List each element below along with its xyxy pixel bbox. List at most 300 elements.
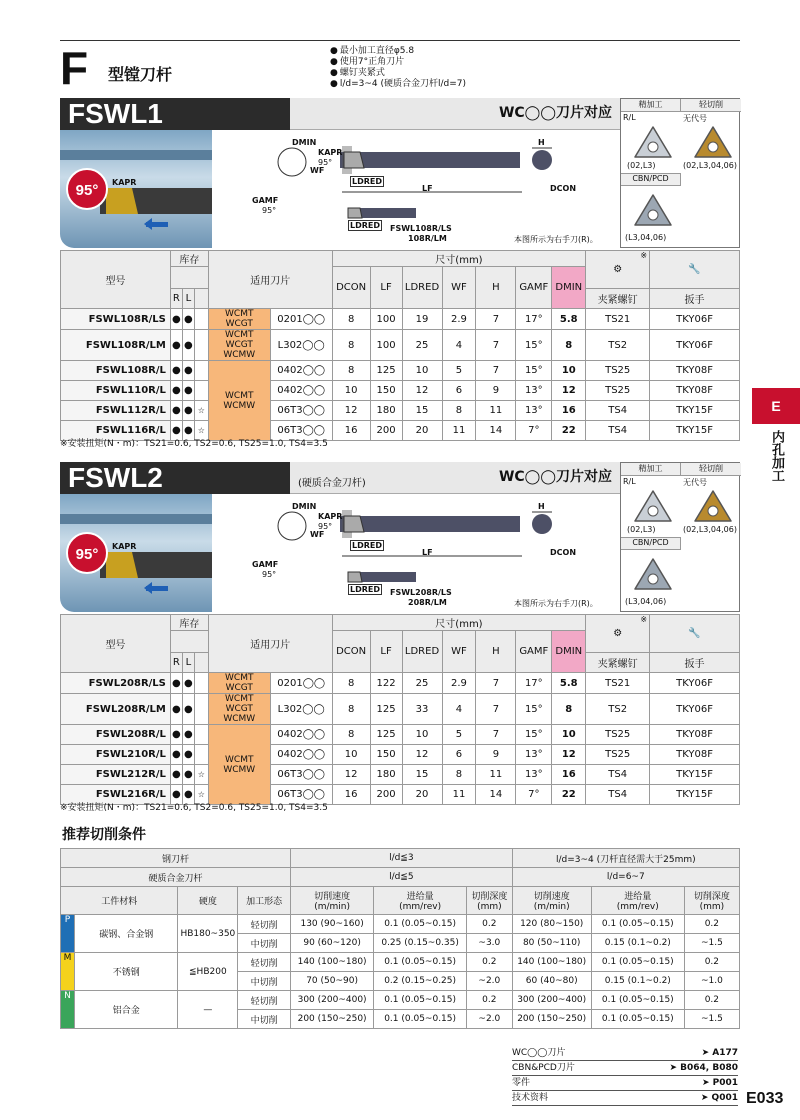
insert-code-3: (L3,04,06) bbox=[625, 597, 667, 606]
badge-kapr-label: KAPR bbox=[112, 178, 137, 187]
ldred-label-small: LDRED bbox=[350, 221, 381, 230]
h-cell: 14 bbox=[476, 785, 516, 805]
steel-holder-header: 钢刀杆 bbox=[61, 849, 291, 868]
tool-diagram bbox=[232, 502, 612, 614]
light-cut-label: 轻切削 bbox=[681, 99, 741, 112]
insert-name: WCMT WCGT bbox=[208, 673, 270, 694]
insert-icon-light bbox=[693, 489, 733, 528]
insert-name-merged: WCMT WCMW bbox=[208, 725, 270, 805]
gamf-cell: 13° bbox=[516, 765, 552, 785]
wrench-cell: TKY15F bbox=[650, 421, 740, 441]
screw-cell: TS25 bbox=[586, 745, 650, 765]
feed-cell: 0.1 (0.05~0.15) bbox=[374, 915, 467, 934]
insert-code: 06T3◯◯ bbox=[270, 785, 332, 805]
wf-label: WF bbox=[310, 166, 325, 175]
depth-cell: ~2.0 bbox=[467, 1010, 513, 1029]
stock-r: ● bbox=[170, 745, 182, 765]
feed-cell-2: 0.15 (0.1~0.2) bbox=[591, 934, 684, 953]
kapr-label: KAPR bbox=[318, 512, 343, 521]
col-dmin: DMIN bbox=[552, 267, 586, 309]
lf-cell: 150 bbox=[370, 745, 402, 765]
stock-l: ● bbox=[182, 401, 194, 421]
feed-header: 进给量 (mm/rev) bbox=[374, 887, 467, 915]
col-size: 尺寸(mm) bbox=[332, 251, 586, 267]
ldred-label-small: LDRED bbox=[350, 585, 381, 594]
wf-cell: 4 bbox=[442, 694, 476, 725]
stock-l: ● bbox=[182, 725, 194, 745]
col-screw-icon: ⚙ ※ bbox=[586, 251, 650, 289]
col-wf: WF bbox=[442, 631, 476, 673]
h-cell: 11 bbox=[476, 401, 516, 421]
gamf-cell: 13° bbox=[516, 381, 552, 401]
wrench-cell: TKY06F bbox=[650, 330, 740, 361]
depth-header-2: 切削深度 (mm) bbox=[684, 887, 739, 915]
gamf-cell: 15° bbox=[516, 694, 552, 725]
ld5-header: l/d≦5 bbox=[291, 868, 513, 887]
dmin-cell: 16 bbox=[552, 765, 586, 785]
col-insert: 适用刀片 bbox=[208, 251, 332, 309]
insert-code: 0402◯◯ bbox=[270, 725, 332, 745]
model-cell: FSWL110R/L bbox=[61, 381, 171, 401]
stock-l: ● bbox=[182, 330, 194, 361]
dcon-cell: 8 bbox=[332, 725, 370, 745]
screw-cell: TS4 bbox=[586, 401, 650, 421]
insert-panel bbox=[620, 462, 740, 612]
insert-code: L302◯◯ bbox=[270, 694, 332, 725]
ldred-cell: 19 bbox=[402, 309, 442, 330]
speed-header-2: 切削速度 (m/min) bbox=[512, 887, 591, 915]
stock-l: ● bbox=[182, 309, 194, 330]
speed-cell-2: 300 (200~400) bbox=[512, 991, 591, 1010]
col-stock: 库存 bbox=[170, 251, 208, 267]
dmin-cell: 5.8 bbox=[552, 673, 586, 694]
col-ldred: LDRED bbox=[402, 267, 442, 309]
table-row[interactable] bbox=[61, 725, 740, 745]
insert-code-2: (02,L3,04,06) bbox=[683, 161, 737, 170]
dcon-label: DCON bbox=[550, 548, 577, 557]
col-r: R bbox=[170, 653, 182, 673]
ldred-cell: 15 bbox=[402, 401, 442, 421]
insert-code-1: (02,L3) bbox=[627, 161, 656, 170]
section-name: FSWL2 bbox=[60, 462, 290, 494]
spec-table bbox=[60, 614, 740, 805]
reference-list bbox=[512, 1046, 738, 1106]
rl-label: R/L bbox=[623, 477, 636, 486]
dmin-cell: 10 bbox=[552, 725, 586, 745]
wf-label: WF bbox=[310, 530, 325, 539]
wf-cell: 5 bbox=[442, 725, 476, 745]
insert-code: 06T3◯◯ bbox=[270, 765, 332, 785]
feed-cell: 0.25 (0.15~0.35) bbox=[374, 934, 467, 953]
rl-label: R/L bbox=[623, 113, 636, 122]
small-model-label: FSWL108R/LS bbox=[390, 224, 452, 233]
material-name: 碳钢、合金钢 bbox=[74, 915, 177, 953]
screw-cell: TS2 bbox=[586, 694, 650, 725]
top-rule bbox=[60, 40, 740, 41]
screw-cell: TS21 bbox=[586, 309, 650, 330]
condition-row[interactable] bbox=[61, 915, 740, 934]
star-mark bbox=[194, 745, 208, 765]
depth-cell: 0.2 bbox=[467, 991, 513, 1010]
condition-row[interactable] bbox=[61, 953, 740, 972]
screw-cell: TS21 bbox=[586, 673, 650, 694]
mode-cell: 轻切削 bbox=[238, 915, 291, 934]
wrench-cell: TKY08F bbox=[650, 725, 740, 745]
star-mark bbox=[194, 330, 208, 361]
h-cell: 7 bbox=[476, 309, 516, 330]
stock-l: ● bbox=[182, 765, 194, 785]
dmin-cell: 5.8 bbox=[552, 309, 586, 330]
newcode-label: 无代号 bbox=[683, 114, 707, 123]
section-subtitle: (硬质合金刀杆) bbox=[298, 478, 366, 489]
ld67-header: l/d=6~7 bbox=[512, 868, 739, 887]
chapter-tab[interactable]: E bbox=[752, 388, 800, 424]
col-wrench: 扳手 bbox=[650, 289, 740, 309]
model-cell: FSWL112R/L bbox=[61, 401, 171, 421]
feed-cell: 0.1 (0.05~0.15) bbox=[374, 953, 467, 972]
reference-link[interactable]: 技术资料 ➤ Q001 bbox=[512, 1091, 738, 1106]
bullet: ● 使用7°正角刀片 bbox=[330, 57, 466, 68]
col-wrench-icon bbox=[650, 615, 740, 653]
stock-l: ● bbox=[182, 673, 194, 694]
insert-code: 0402◯◯ bbox=[270, 381, 332, 401]
depth-cell-2: ~1.0 bbox=[684, 972, 739, 991]
screw-icon: ⚙ bbox=[613, 628, 623, 639]
col-r: R bbox=[170, 289, 182, 309]
table-row[interactable] bbox=[61, 765, 740, 785]
model-cell: FSWL216R/L bbox=[61, 785, 171, 805]
stock-l: ● bbox=[182, 694, 194, 725]
feed-cell-2: 0.1 (0.05~0.15) bbox=[591, 1010, 684, 1029]
wf-cell: 4 bbox=[442, 330, 476, 361]
ldred-cell: 12 bbox=[402, 745, 442, 765]
dcon-cell: 10 bbox=[332, 381, 370, 401]
speed-cell: 130 (90~160) bbox=[291, 915, 374, 934]
insert-code-1: (02,L3) bbox=[627, 525, 656, 534]
screw-cell: TS25 bbox=[586, 725, 650, 745]
table-row[interactable] bbox=[61, 330, 740, 361]
h-cell: 7 bbox=[476, 673, 516, 694]
col-h: H bbox=[476, 267, 516, 309]
lf-cell: 122 bbox=[370, 673, 402, 694]
wc-insert-title: WC◯◯刀片对应 bbox=[498, 469, 612, 485]
wf-cell: 8 bbox=[442, 765, 476, 785]
gamf-value: 95° bbox=[262, 206, 277, 215]
h-cell: 9 bbox=[476, 381, 516, 401]
gamf-cell: 13° bbox=[516, 401, 552, 421]
material-name: 铝合金 bbox=[74, 991, 177, 1029]
cbn-label: CBN/PCD bbox=[621, 537, 681, 550]
lf-cell: 125 bbox=[370, 725, 402, 745]
dcon-cell: 8 bbox=[332, 330, 370, 361]
feature-bullets bbox=[330, 46, 466, 90]
gamf-label: GAMF bbox=[252, 196, 279, 205]
star-mark: ☆ bbox=[194, 765, 208, 785]
kapr-value: 95° bbox=[318, 522, 333, 531]
wrench-icon: 🔧 bbox=[688, 628, 701, 639]
series-letter: F bbox=[60, 42, 87, 94]
cbn-label: CBN/PCD bbox=[621, 173, 681, 186]
section-band bbox=[60, 462, 620, 494]
model-cell: FSWL108R/L bbox=[61, 361, 171, 381]
wrench-cell: TKY15F bbox=[650, 401, 740, 421]
wrench-cell: TKY15F bbox=[650, 765, 740, 785]
depth-cell-2: 0.2 bbox=[684, 915, 739, 934]
gamf-cell: 7° bbox=[516, 785, 552, 805]
material-name: 不锈钢 bbox=[74, 953, 177, 991]
col-wrench-icon bbox=[650, 251, 740, 289]
lf-cell: 200 bbox=[370, 785, 402, 805]
col-ldred: LDRED bbox=[402, 631, 442, 673]
ld3-header: l/d≦3 bbox=[291, 849, 513, 868]
star-mark: ☆ bbox=[194, 401, 208, 421]
table-row[interactable] bbox=[61, 673, 740, 694]
star-mark bbox=[194, 694, 208, 725]
dmin-label: DMIN bbox=[292, 138, 317, 147]
dmin-cell: 8 bbox=[552, 330, 586, 361]
dcon-cell: 8 bbox=[332, 673, 370, 694]
stock-r: ● bbox=[170, 765, 182, 785]
stock-l: ● bbox=[182, 381, 194, 401]
h-cell: 7 bbox=[476, 330, 516, 361]
table-row[interactable] bbox=[61, 381, 740, 401]
depth-cell-2: 0.2 bbox=[684, 991, 739, 1010]
dmin-cell: 10 bbox=[552, 361, 586, 381]
section-name: FSWL1 bbox=[60, 98, 290, 130]
wf-cell: 2.9 bbox=[442, 309, 476, 330]
lf-cell: 100 bbox=[370, 330, 402, 361]
speed-cell: 90 (60~120) bbox=[291, 934, 374, 953]
model-cell: FSWL212R/L bbox=[61, 765, 171, 785]
feed-cell: 0.1 (0.05~0.15) bbox=[374, 991, 467, 1010]
insert-name: WCMT WCGT bbox=[208, 309, 270, 330]
insert-code: L302◯◯ bbox=[270, 330, 332, 361]
screw-cell: TS2 bbox=[586, 330, 650, 361]
torque-note: ※安装扭矩(N・m)：TS21=0.6, TS2=0.6, TS25=1.0, TS4=3.5 bbox=[60, 439, 328, 449]
bullet: ● 螺钉夹紧式 bbox=[330, 68, 466, 79]
dcon-cell: 16 bbox=[332, 785, 370, 805]
table-row[interactable] bbox=[61, 401, 740, 421]
reference-link[interactable]: WC◯◯刀片 ➤ A177 bbox=[512, 1046, 738, 1061]
col-lf: LF bbox=[370, 631, 402, 673]
newcode-label: 无代号 bbox=[683, 478, 707, 487]
table-row[interactable] bbox=[61, 309, 740, 330]
reference-link[interactable]: 零件 ➤ P001 bbox=[512, 1076, 738, 1091]
small-model-label-2: 108R/LM bbox=[408, 234, 447, 243]
model-cell: FSWL116R/L bbox=[61, 421, 171, 441]
depth-cell: 0.2 bbox=[467, 915, 513, 934]
insert-name: WCMT WCGT WCMW bbox=[208, 694, 270, 725]
insert-code-3: (L3,04,06) bbox=[625, 233, 667, 242]
star-mark bbox=[194, 381, 208, 401]
ldred-cell: 20 bbox=[402, 785, 442, 805]
dcon-cell: 10 bbox=[332, 745, 370, 765]
lf-cell: 200 bbox=[370, 421, 402, 441]
insert-icon-cbn bbox=[633, 557, 673, 596]
lf-label: LF bbox=[422, 184, 433, 193]
speed-cell: 200 (150~250) bbox=[291, 1010, 374, 1029]
ldred-label: LDRED bbox=[352, 541, 383, 550]
feed-cell-2: 0.1 (0.05~0.15) bbox=[591, 991, 684, 1010]
dcon-cell: 8 bbox=[332, 361, 370, 381]
gamf-cell: 13° bbox=[516, 745, 552, 765]
speed-header: 切削速度 (m/min) bbox=[291, 887, 374, 915]
wf-cell: 11 bbox=[442, 421, 476, 441]
feed-cell: 0.2 (0.15~0.25) bbox=[374, 972, 467, 991]
wf-cell: 11 bbox=[442, 785, 476, 805]
insert-panel bbox=[620, 98, 740, 248]
stock-r: ● bbox=[170, 309, 182, 330]
wrench-cell: TKY06F bbox=[650, 673, 740, 694]
star-mark bbox=[194, 309, 208, 330]
carbide-holder-header: 硬质合金刀杆 bbox=[61, 868, 291, 887]
screw-cell: TS4 bbox=[586, 785, 650, 805]
h-cell: 11 bbox=[476, 765, 516, 785]
lf-cell: 150 bbox=[370, 381, 402, 401]
mode-header: 加工形态 bbox=[238, 887, 291, 915]
dmin-cell: 12 bbox=[552, 381, 586, 401]
dcon-cell: 8 bbox=[332, 309, 370, 330]
gamf-cell: 17° bbox=[516, 309, 552, 330]
stock-r: ● bbox=[170, 694, 182, 725]
h-label: H bbox=[538, 502, 545, 511]
col-wf: WF bbox=[442, 267, 476, 309]
wf-cell: 6 bbox=[442, 745, 476, 765]
feed-cell-2: 0.1 (0.05~0.15) bbox=[591, 953, 684, 972]
col-screw-icon: ⚙ ※ bbox=[586, 615, 650, 653]
wrench-icon: 🔧 bbox=[688, 264, 701, 275]
torque-note: ※安装扭矩(N・m)：TS21=0.6, TS2=0.6, TS25=1.0, TS4=3.5 bbox=[60, 803, 328, 813]
ldred-cell: 10 bbox=[402, 361, 442, 381]
material-hardness: ≦HB200 bbox=[178, 953, 238, 991]
stock-l: ● bbox=[182, 745, 194, 765]
insert-code: 06T3◯◯ bbox=[270, 401, 332, 421]
dcon-cell: 8 bbox=[332, 694, 370, 725]
material-code: N bbox=[61, 991, 75, 1029]
insert-icon-light bbox=[693, 125, 733, 164]
ldred-cell: 33 bbox=[402, 694, 442, 725]
ldred-cell: 15 bbox=[402, 765, 442, 785]
model-cell: FSWL108R/LM bbox=[61, 330, 171, 361]
wf-cell: 5 bbox=[442, 361, 476, 381]
screw-icon: ⚙ bbox=[613, 264, 623, 275]
h-cell: 7 bbox=[476, 694, 516, 725]
dmin-cell: 22 bbox=[552, 785, 586, 805]
series-title: 型镗刀杆 bbox=[108, 65, 173, 84]
stock-r: ● bbox=[170, 785, 182, 805]
stock-r: ● bbox=[170, 330, 182, 361]
dmin-cell: 12 bbox=[552, 745, 586, 765]
speed-cell-2: 80 (50~110) bbox=[512, 934, 591, 953]
condition-row[interactable] bbox=[61, 991, 740, 1010]
lf-cell: 180 bbox=[370, 401, 402, 421]
material-hardness: HB180~350 bbox=[178, 915, 238, 953]
col-h: H bbox=[476, 631, 516, 673]
model-cell: FSWL208R/LM bbox=[61, 694, 171, 725]
angle-badge: 95° bbox=[66, 532, 108, 574]
material-code: P bbox=[61, 915, 75, 953]
mode-cell: 轻切削 bbox=[238, 953, 291, 972]
screw-cell: TS4 bbox=[586, 765, 650, 785]
wrench-cell: TKY06F bbox=[650, 694, 740, 725]
dmin-cell: 22 bbox=[552, 421, 586, 441]
feed-cell-2: 0.1 (0.05~0.15) bbox=[591, 915, 684, 934]
col-l: L bbox=[182, 289, 194, 309]
finishing-label: 精加工 bbox=[621, 463, 681, 476]
wf-cell: 6 bbox=[442, 381, 476, 401]
star-mark bbox=[194, 673, 208, 694]
star-mark: ☆ bbox=[194, 421, 208, 441]
angle-badge: 95° bbox=[66, 168, 108, 210]
table-row[interactable] bbox=[61, 361, 740, 381]
col-screw: 夹紧螺钉 bbox=[586, 289, 650, 309]
col-gamf: GAMF bbox=[516, 631, 552, 673]
dcon-cell: 16 bbox=[332, 421, 370, 441]
col-wrench: 扳手 bbox=[650, 653, 740, 673]
model-cell: FSWL208R/LS bbox=[61, 673, 171, 694]
speed-cell-2: 200 (150~250) bbox=[512, 1010, 591, 1029]
gamf-cell: 17° bbox=[516, 673, 552, 694]
material-header: 工件材料 bbox=[61, 887, 178, 915]
material-hardness: — bbox=[178, 991, 238, 1029]
dcon-label: DCON bbox=[550, 184, 577, 193]
wf-cell: 8 bbox=[442, 401, 476, 421]
stock-r: ● bbox=[170, 725, 182, 745]
tool-diagram bbox=[232, 138, 612, 250]
col-model: 型号 bbox=[61, 615, 171, 673]
h-cell: 7 bbox=[476, 725, 516, 745]
ldred-label: LDRED bbox=[352, 177, 383, 186]
star-mark bbox=[194, 361, 208, 381]
h-label: H bbox=[538, 138, 545, 147]
ldred-cell: 20 bbox=[402, 421, 442, 441]
table-row[interactable] bbox=[61, 745, 740, 765]
recommend-title: 推荐切削条件 bbox=[62, 827, 146, 843]
lf-label: LF bbox=[422, 548, 433, 557]
reference-link[interactable]: CBN&PCD刀片 ➤ B064, B080 bbox=[512, 1061, 738, 1076]
star-mark: ☆ bbox=[194, 785, 208, 805]
dcon-cell: 12 bbox=[332, 401, 370, 421]
h-cell: 7 bbox=[476, 361, 516, 381]
insert-icon-cbn bbox=[633, 193, 673, 232]
stock-r: ● bbox=[170, 401, 182, 421]
model-cell: FSWL208R/L bbox=[61, 725, 171, 745]
spec-table bbox=[60, 250, 740, 441]
col-dcon: DCON bbox=[332, 267, 370, 309]
h-cell: 9 bbox=[476, 745, 516, 765]
material-code: M bbox=[61, 953, 75, 991]
kapr-label: KAPR bbox=[318, 148, 343, 157]
stock-r: ● bbox=[170, 361, 182, 381]
ld34-header: l/d=3~4 (刀杆直径需大于25mm) bbox=[512, 849, 739, 868]
section-band bbox=[60, 98, 620, 130]
stock-l: ● bbox=[182, 785, 194, 805]
h-cell: 14 bbox=[476, 421, 516, 441]
insert-icon-finishing bbox=[633, 125, 673, 164]
insert-name: WCMT WCGT WCMW bbox=[208, 330, 270, 361]
gamf-value: 95° bbox=[262, 570, 277, 579]
gamf-cell: 15° bbox=[516, 361, 552, 381]
lf-cell: 125 bbox=[370, 361, 402, 381]
finishing-label: 精加工 bbox=[621, 99, 681, 112]
chapter-label: 内孔加工 bbox=[769, 430, 784, 482]
table-row[interactable] bbox=[61, 694, 740, 725]
depth-cell-2: ~1.5 bbox=[684, 934, 739, 953]
gamf-cell: 15° bbox=[516, 725, 552, 745]
feed-cell: 0.1 (0.05~0.15) bbox=[374, 1010, 467, 1029]
lf-cell: 100 bbox=[370, 309, 402, 330]
feed-header-2: 进给量 (mm/rev) bbox=[591, 887, 684, 915]
